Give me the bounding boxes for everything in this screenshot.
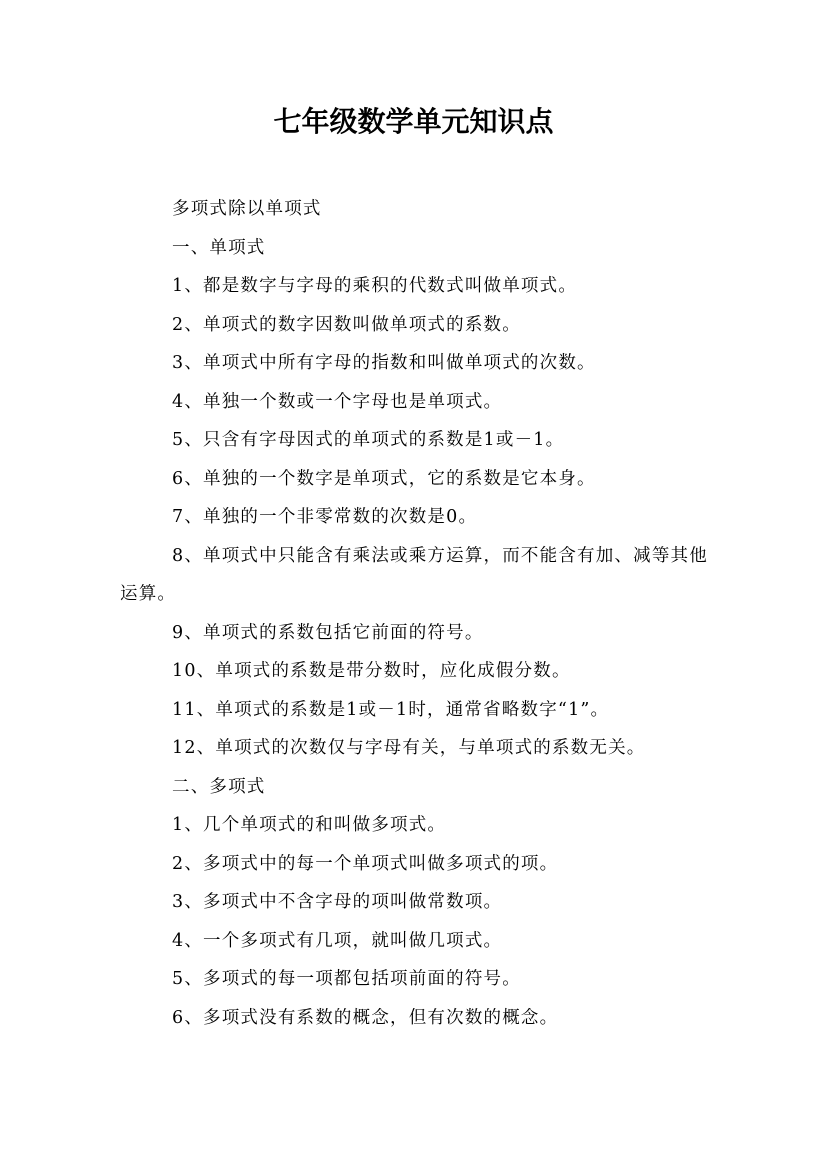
paragraph-item: 5、多项式的每一项都包括项前面的符号。 [172,969,521,989]
paragraph-item: 10、单项式的系数是带分数时，应化成假分数。 [172,661,571,681]
paragraph-item: 7、单独的一个非零常数的次数是0。 [172,507,478,527]
section-heading-monomial: 一、单项式 [172,237,266,258]
paragraph-subtitle: 多项式除以单项式 [172,199,322,219]
paragraph-item: 11、单项式的系数是1或－1时，通常省略数字“1”。 [172,699,610,720]
paragraph-item: 5、只含有字母因式的单项式的系数是1或－1。 [172,430,565,450]
document-title: 七年级数学单元知识点 [273,105,554,138]
document-body [120,190,720,1037]
paragraph-item: 3、多项式中不含字母的项叫做常数项。 [172,892,503,912]
paragraph-item: 2、多项式中的每一个单项式叫做多项式的项。 [172,853,559,874]
paragraph-item: 1、都是数字与字母的乘积的代数式叫做单项式。 [172,276,578,296]
paragraph-item: 2、单项式的数字因数叫做单项式的系数。 [172,314,521,335]
paragraph-item: 6、多项式没有系数的概念，但有次数的概念。 [172,1007,559,1028]
paragraph-item: 6、单独的一个数字是单项式，它的系数是它本身。 [172,468,596,489]
paragraph-item: 8、单项式中只能含有乘法或乘方运算，而不能含有加、减等其他运算。 [120,545,708,604]
paragraph-item: 4、一个多项式有几项，就叫做几项式。 [172,930,503,951]
paragraph-item: 3、单项式中所有字母的指数和叫做单项式的次数。 [172,353,596,373]
paragraph-item: 12、单项式的次数仅与字母有关，与单项式的系数无关。 [172,738,646,758]
paragraph-item: 9、单项式的系数包括它前面的符号。 [172,622,484,643]
section-heading-polynomial: 二、多项式 [172,776,266,797]
paragraph-item: 4、单独一个数或一个字母也是单项式。 [172,391,503,412]
paragraph-item: 1、几个单项式的和叫做多项式。 [172,815,447,835]
